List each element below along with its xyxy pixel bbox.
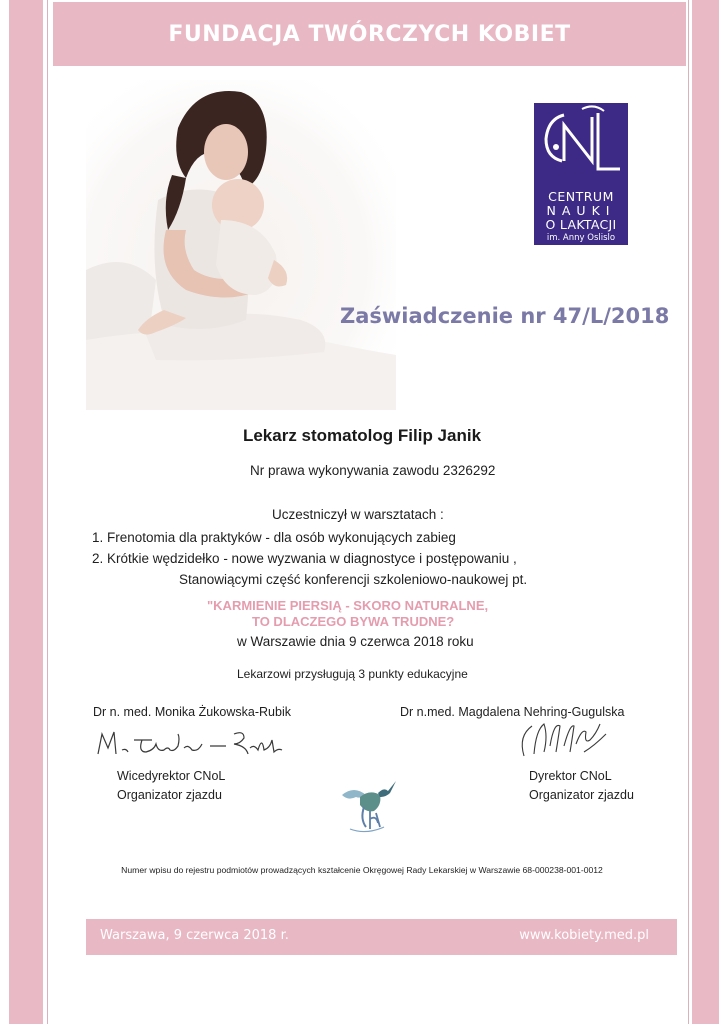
- registry-note: Numer wpisu do rejestru podmiotów prowadzących kształcenie Okręgowej Rady Lekarskiej w Warszawie 68-000238-001-0012: [121, 865, 603, 875]
- mother-baby-photo: [86, 80, 396, 410]
- conference-title-line-2: TO DLACZEGO BYWA TRUDNE?: [252, 614, 455, 629]
- footer-band: [86, 919, 677, 955]
- left-handwritten-signature: [94, 726, 294, 762]
- right-handwritten-signature: [514, 716, 614, 766]
- logo-line-4: im. Anny Oslislo: [546, 233, 616, 243]
- left-signatory-role: Wicedyrektor CNoL: [117, 769, 226, 783]
- workshop-item: 1. Frenotomia dla praktyków - dla osób wykonujących zabieg: [92, 530, 456, 545]
- footer-right-block: [692, 919, 719, 1024]
- footer-left-block: [9, 919, 43, 1024]
- cnol-logo: [534, 103, 628, 245]
- recipient-name: Lekarz stomatolog Filip Janik: [242, 426, 482, 445]
- workshop-item: 2. Krótkie wędzidełko - nowe wyzwania w diagnostyce i postępowaniu ,: [92, 551, 517, 566]
- participated-text: Uczestniczył w warsztatach :: [272, 507, 444, 522]
- right-signatory-function: Organizator zjazdu: [529, 788, 634, 802]
- education-points: Lekarzowi przysługują 3 punkty edukacyjne: [237, 667, 468, 681]
- hummingbird-icon: [336, 775, 398, 837]
- logo-line-2: NAUKI: [546, 203, 616, 218]
- conference-title-line-1: "KARMIENIE PIERSIĄ - SKORO NATURALNE,: [207, 598, 489, 613]
- header-band: [53, 2, 686, 66]
- foundation-title: FUNDACJA TWÓRCZYCH KOBIET: [168, 21, 571, 47]
- right-signatory-name: Dr n.med. Magdalena Nehring-Gugulska: [400, 705, 625, 719]
- logo-line-1: CENTRUM: [548, 189, 614, 204]
- license-number: Nr prawa wykonywania zawodu 2326292: [250, 463, 496, 478]
- cnol-logo-mark: [534, 103, 628, 189]
- logo-line-3: O LAKTACJI: [545, 217, 617, 232]
- certificate-number-title: Zaświadczenie nr 47/L/2018: [340, 304, 670, 328]
- left-signatory-name: Dr n. med. Monika Żukowska-Rubik: [93, 705, 291, 719]
- footer-date: Warszawa, 9 czerwca 2018 r.: [100, 928, 289, 943]
- conference-intro: Stanowiącymi część konferencji szkoleniowo-naukowej pt.: [179, 572, 528, 587]
- left-signatory-function: Organizator zjazdu: [117, 788, 222, 802]
- place-and-date: w Warszawie dnia 9 czerwca 2018 roku: [237, 634, 474, 649]
- footer-website: www.kobiety.med.pl: [519, 928, 649, 943]
- right-signatory-role: Dyrektor CNoL: [529, 769, 612, 783]
